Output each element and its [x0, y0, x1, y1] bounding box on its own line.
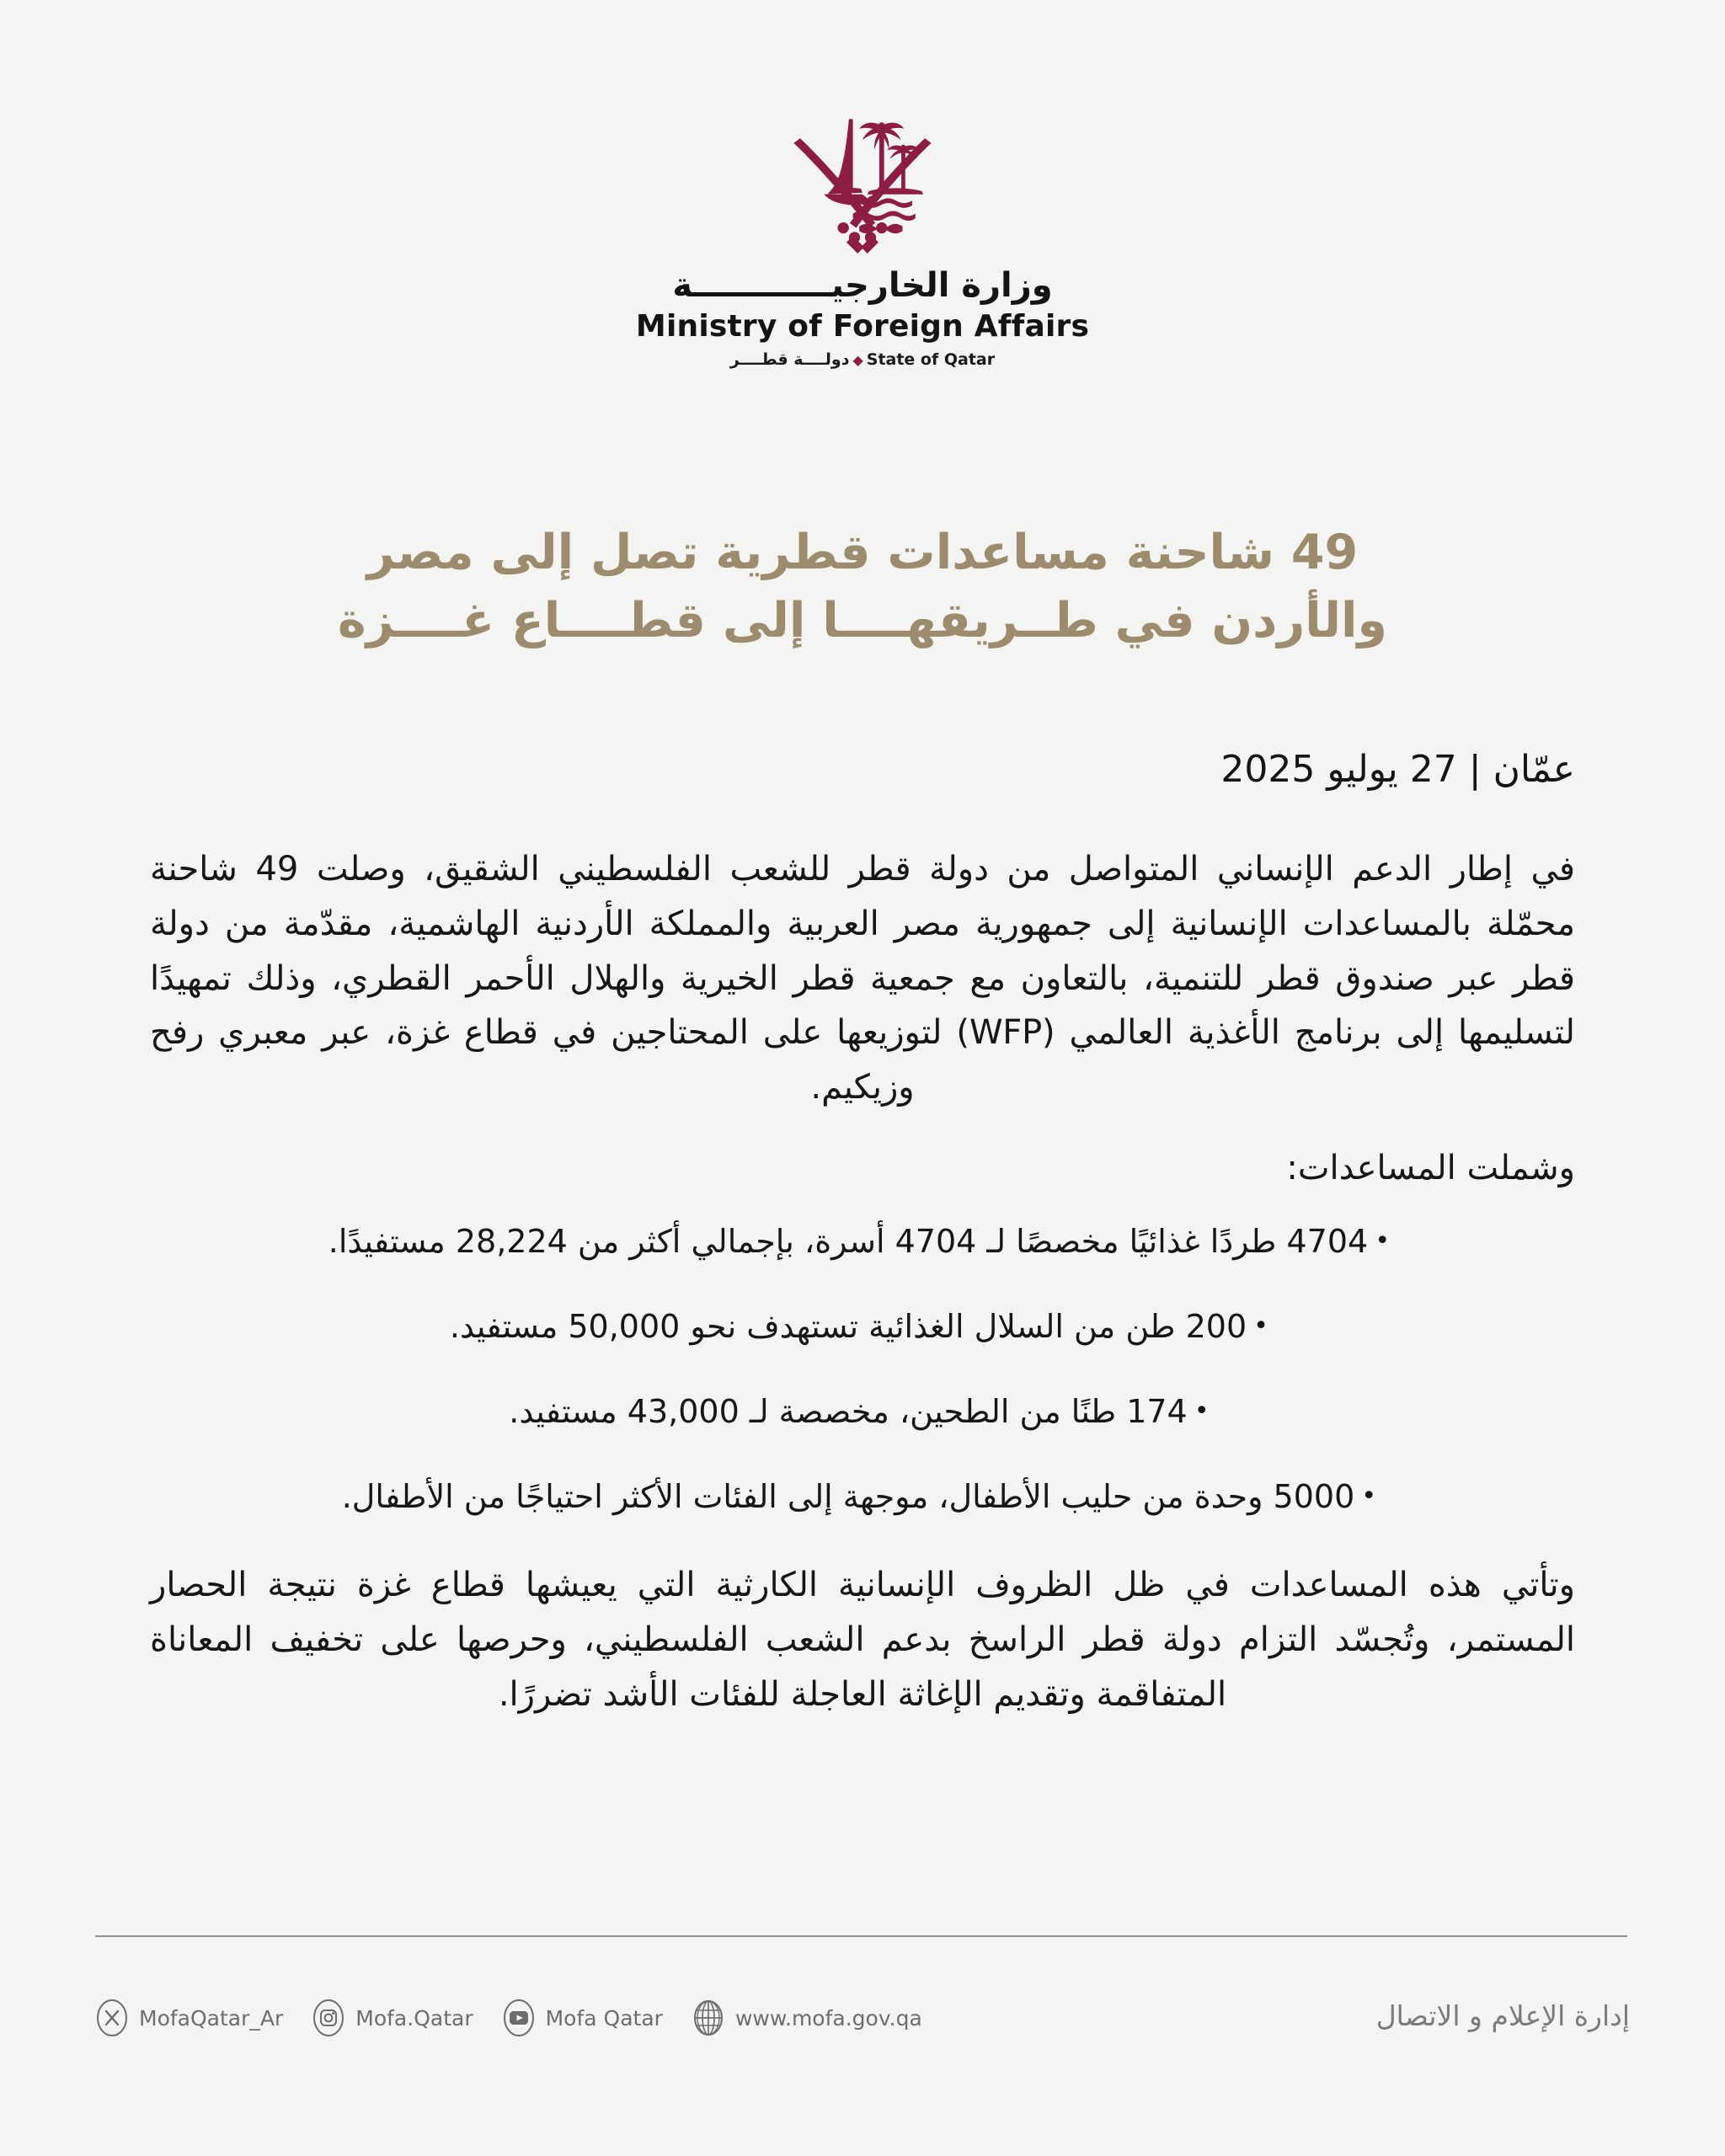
paragraph-closing: وتأتي هذه المساعدات في ظل الظروف الإنسانية الكارثية التي يعيشها قطاع غزة نتيجة الحصار المستمر، وتُجسّد التزام دولة قطر الراسخ بدعم الشعب الفلسطيني، وحرصها على تخفيف المعاناة المتفاقمة وتقديم الإغاثة العاجلة للفئات الأشد تضررًا.	[150, 1565, 1575, 1714]
department-name: إدارة الإعلام و الاتصال	[1375, 1999, 1630, 2032]
x-twitter-icon	[95, 1998, 129, 2038]
bullet-icon: •	[1194, 1396, 1210, 1426]
paragraph-intro: في إطار الدعم الإنساني المتواصل من دولة قطر للشعب الفلسطيني الشقيق، وصلت 49 شاحنة محمّلة بالمساعدات الإنسانية إلى جمهورية مصر العربية والمملكة الأردنية الهاشمية، مقدّمة من دولة قطر عبر صندوق قطر للتنمية، بالتعاون مع جمعية قطر الخيرية والهلال الأحمر القطري، وذلك تمهيدًا لتسليمها إلى برنامج الأغذية العالمي (WFP) لتوزيعها على المحتاجين في قطاع غزة، عبر معبري رفح وزيكيم.	[150, 850, 1575, 1107]
social-label-youtube: Mofa Qatar	[545, 2005, 663, 2031]
list-item	[150, 1473, 1575, 1521]
bullet-icon: •	[1375, 1225, 1391, 1256]
headline-line-2: والأردن في طــريقهــــا إلى قطــــاع غــــزة	[338, 593, 1387, 649]
social-links-row	[95, 1998, 922, 2038]
page-title	[150, 519, 1575, 655]
list-item	[150, 1303, 1575, 1351]
aid-list-lead-in: وشملت المساعدات:	[1286, 1148, 1575, 1187]
ministry-logo-block	[0, 108, 1725, 369]
globe-website-icon	[692, 1998, 725, 2038]
bullet-icon: •	[1253, 1310, 1268, 1341]
social-label-x: MofaQatar_Ar	[139, 2005, 284, 2031]
state-name-arabic: دولــــة قطــــر	[729, 350, 850, 369]
social-link-x[interactable]	[95, 1998, 283, 2038]
headline-line-1: 49 شاحنة مساعدات قطرية تصل إلى مصر	[366, 525, 1359, 581]
list-item-text: 4704 طردًا غذائيًا مخصصًا لـ 4704 أسرة، بإجمالي أكثر من 28,224 مستفيدًا.	[328, 1222, 1369, 1260]
list-item-text: 174 طنًا من الطحين، مخصصة لـ 43,000 مستفيد.	[509, 1392, 1188, 1430]
bullet-icon: •	[1361, 1481, 1377, 1511]
list-item-text: 5000 وحدة من حليب الأطفال، موجهة إلى الفئات الأكثر احتياجًا من الأطفال.	[341, 1477, 1355, 1515]
footer-divider	[95, 1935, 1627, 1937]
state-name	[730, 350, 995, 369]
list-item	[150, 1388, 1575, 1436]
aid-items-list	[150, 1218, 1575, 1521]
qatar-state-emblem-icon	[782, 108, 943, 255]
social-label-instagram: Mofa.Qatar	[355, 2005, 473, 2031]
article-body	[150, 842, 1575, 1721]
ministry-name-english: Ministry of Foreign Affairs	[635, 309, 1090, 344]
list-item	[150, 1218, 1575, 1266]
list-item-text: 200 طن من السلال الغذائية تستهدف نحو 50,000 مستفيد.	[449, 1307, 1247, 1345]
dateline: عمّان | 27 يوليو 2025	[1220, 748, 1575, 791]
social-link-website[interactable]	[692, 1998, 922, 2038]
page-footer	[95, 1998, 1630, 2048]
state-name-english: State of Qatar	[866, 350, 996, 369]
social-link-instagram[interactable]	[312, 1998, 473, 2038]
social-link-youtube[interactable]	[502, 1998, 663, 2038]
instagram-icon	[312, 1998, 345, 2038]
separator-diamond-icon: ◆	[852, 352, 863, 368]
ministry-name-arabic: وزارة الخارجيــــــــــــة	[672, 266, 1053, 305]
youtube-icon	[502, 1998, 536, 2038]
social-label-website: www.mofa.gov.qa	[734, 2005, 922, 2031]
